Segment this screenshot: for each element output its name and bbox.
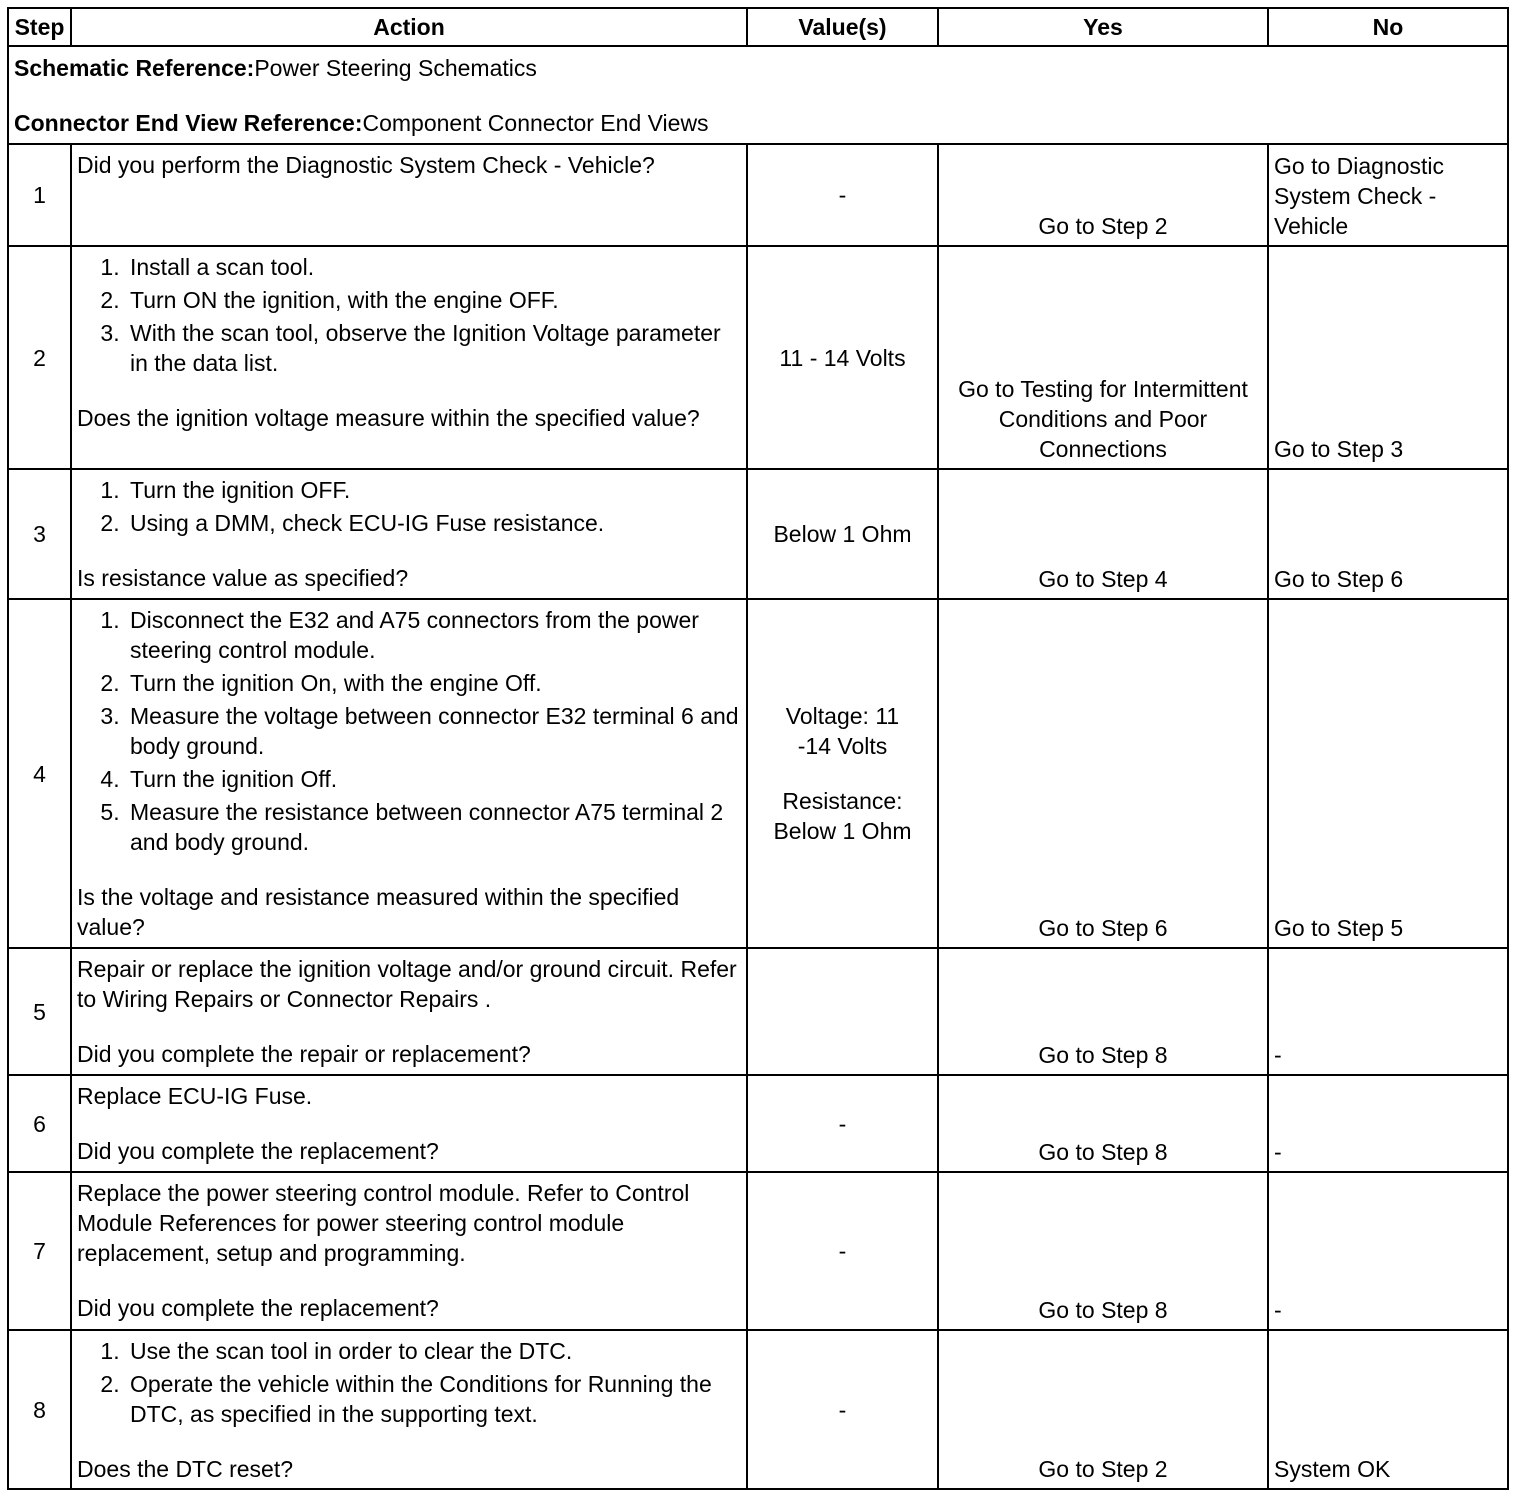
value-cell: - <box>747 1172 938 1330</box>
value-resistance: Resistance: Below 1 Ohm <box>773 788 912 844</box>
list-item: 5. Measure the resistance between connector A75 terminal 2 and body ground. <box>126 797 741 857</box>
step-number: 2 <box>8 246 71 469</box>
no-cell[interactable]: Go to Step 6 <box>1268 469 1508 599</box>
action-text: Replace the power steering control module. Refer to Control Module References for power steering control module replacement, setup and programming. <box>77 1180 690 1266</box>
step-number: 4 <box>8 599 71 948</box>
connector-reference <box>14 108 1502 138</box>
list-item: 1. Turn the ignition OFF. <box>126 475 741 505</box>
table-row <box>8 599 1508 948</box>
action-cell <box>71 469 747 599</box>
schematic-reference <box>14 53 1502 83</box>
step-number: 8 <box>8 1330 71 1489</box>
step-number: 6 <box>8 1075 71 1172</box>
list-item: 2. Turn the ignition On, with the engine Off. <box>126 668 741 698</box>
list-item: 2. Operate the vehicle within the Conditions for Running the DTC, as specified in the supporting text. <box>126 1369 741 1429</box>
reference-cell <box>8 46 1508 144</box>
action-question: Does the ignition voltage measure within the specified value? <box>77 405 700 431</box>
yes-cell[interactable]: Go to Step 8 <box>938 1075 1268 1172</box>
no-cell: System OK <box>1268 1330 1508 1489</box>
value-cell: - <box>747 1075 938 1172</box>
yes-cell[interactable]: Go to Step 2 <box>938 1330 1268 1489</box>
table-row <box>8 1330 1508 1489</box>
value-cell <box>747 948 938 1075</box>
schematic-reference-label: Schematic Reference: <box>14 55 255 81</box>
action-steps-list <box>77 605 741 857</box>
action-text: Repair or replace the ignition voltage and/or ground circuit. Refer to Wiring Repairs or Connector Repairs . <box>77 956 737 1012</box>
step-number: 7 <box>8 1172 71 1330</box>
no-cell: - <box>1268 1172 1508 1330</box>
header-step: Step <box>8 8 71 46</box>
action-text: Replace ECU-IG Fuse. <box>77 1083 313 1109</box>
table-row <box>8 1172 1508 1330</box>
action-cell <box>71 1172 747 1330</box>
yes-cell[interactable]: Go to Step 4 <box>938 469 1268 599</box>
table-row <box>8 144 1508 246</box>
action-steps-list <box>77 1336 741 1429</box>
yes-cell[interactable]: Go to Step 6 <box>938 599 1268 948</box>
value-cell: Below 1 Ohm <box>747 469 938 599</box>
list-item: 4. Turn the ignition Off. <box>126 764 741 794</box>
no-cell: - <box>1268 1075 1508 1172</box>
action-text: Did you perform the Diagnostic System Check - Vehicle? <box>77 152 655 178</box>
action-steps-list <box>77 475 741 538</box>
step-number: 5 <box>8 948 71 1075</box>
action-question: Is the voltage and resistance measured within the specified value? <box>77 884 680 940</box>
value-voltage: Voltage: 11 -14 Volts <box>785 703 900 759</box>
list-item: 1. Use the scan tool in order to clear the DTC. <box>126 1336 741 1366</box>
list-item: 2. Turn ON the ignition, with the engine OFF. <box>126 285 741 315</box>
value-cell: 11 - 14 Volts <box>747 246 938 469</box>
header-no: No <box>1268 8 1508 46</box>
connector-reference-label: Connector End View Reference: <box>14 110 363 136</box>
list-item: 1. Install a scan tool. <box>126 252 741 282</box>
table-row <box>8 948 1508 1075</box>
action-steps-list <box>77 252 741 378</box>
action-cell <box>71 599 747 948</box>
action-cell <box>71 1330 747 1489</box>
action-question: Does the DTC reset? <box>77 1456 294 1482</box>
header-row <box>8 8 1508 46</box>
header-values: Value(s) <box>747 8 938 46</box>
reference-row <box>8 46 1508 144</box>
no-cell[interactable]: Go to Step 5 <box>1268 599 1508 948</box>
no-cell[interactable]: Go to Step 3 <box>1268 246 1508 469</box>
schematic-reference-link[interactable]: Power Steering Schematics <box>254 55 537 81</box>
yes-cell[interactable]: Go to Step 2 <box>938 144 1268 246</box>
table-row <box>8 1075 1508 1172</box>
action-question: Is resistance value as specified? <box>77 565 409 591</box>
table-row <box>8 246 1508 469</box>
action-question: Did you complete the replacement? <box>77 1295 439 1321</box>
step-number: 3 <box>8 469 71 599</box>
action-cell <box>71 144 747 246</box>
step-number: 1 <box>8 144 71 246</box>
diagnostic-table <box>7 7 1509 1490</box>
yes-cell[interactable]: Go to Testing for Intermittent Conditions and Poor Connections <box>938 246 1268 469</box>
list-item: 3. Measure the voltage between connector E32 terminal 6 and body ground. <box>126 701 741 761</box>
yes-cell[interactable]: Go to Step 8 <box>938 1172 1268 1330</box>
value-cell: - <box>747 1330 938 1489</box>
action-cell <box>71 948 747 1075</box>
list-item: 2. Using a DMM, check ECU-IG Fuse resistance. <box>126 508 741 538</box>
yes-cell[interactable]: Go to Step 8 <box>938 948 1268 1075</box>
connector-reference-link[interactable]: Component Connector End Views <box>362 110 709 136</box>
action-cell <box>71 1075 747 1172</box>
value-cell <box>747 599 938 948</box>
no-cell[interactable]: Go to Diagnostic System Check - Vehicle <box>1268 144 1508 246</box>
header-action: Action <box>71 8 747 46</box>
header-yes: Yes <box>938 8 1268 46</box>
no-cell: - <box>1268 948 1508 1075</box>
list-item: 1. Disconnect the E32 and A75 connectors from the power steering control module. <box>126 605 741 665</box>
action-cell <box>71 246 747 469</box>
action-question: Did you complete the replacement? <box>77 1138 439 1164</box>
value-cell: - <box>747 144 938 246</box>
list-item: 3. With the scan tool, observe the Ignition Voltage parameter in the data list. <box>126 318 741 378</box>
action-question: Did you complete the repair or replacement? <box>77 1041 531 1067</box>
table-row <box>8 469 1508 599</box>
